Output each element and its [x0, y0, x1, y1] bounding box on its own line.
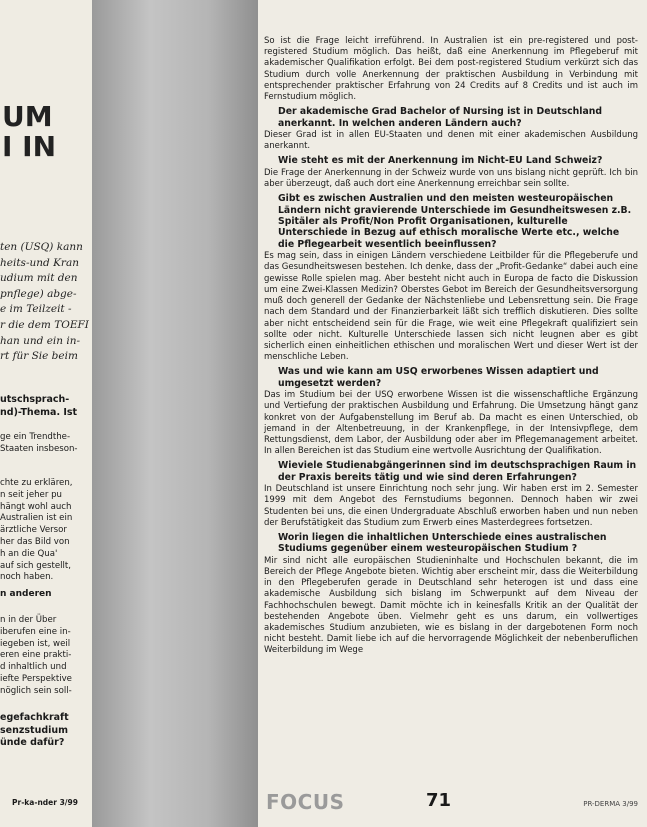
left-bold-line: utschsprach- — [0, 394, 70, 405]
question-heading: Gibt es zwischen Australien und den meisten westeuropäischen Ländern nicht gravierende Unterschiede im Gesundheitswesen z.B. Spitäler als Profit/Non Profit Organisationen, kulturelle Unterschiede in Bezug auf ethisch moralische Werte etc., welche die Pflegearbeit wesentlich beeinflussen? — [278, 193, 632, 250]
answer-paragraph: In Deutschland ist unsere Einrichtung noch sehr jung. Wir haben erst im 2. Semester 1999 mit dem Angebot des Fernstudiums begonnen. Dennoch haben wir zwei Studenten bei uns, die einen Undergraduate Abschluß erworben haben und nun neben der Berufstätigkeit das Studium zum Erwerb eines Masterdegrees fortsetzen. — [264, 484, 638, 528]
left-italic-block — [0, 240, 92, 365]
left-text-line: iberufen eine in- — [0, 626, 71, 637]
page-footer — [264, 790, 642, 822]
left-text-line: hängt wohl auch — [0, 501, 72, 512]
page-number: 71 — [426, 790, 452, 811]
left-bold-block-2 — [0, 712, 92, 750]
left-bold-line: senzstudium — [0, 724, 69, 736]
left-italic-line: pnflege) abge- — [0, 287, 77, 300]
left-text-line: noch haben. — [0, 572, 54, 583]
left-text-line: her das Bild von — [0, 536, 70, 547]
left-text-line: Staaten insbeson- — [0, 443, 78, 454]
left-italic-line: r die dem TOEFI — [0, 318, 89, 331]
left-bold-block-1 — [0, 394, 92, 419]
left-text-line: h an die Qua' — [0, 548, 58, 559]
left-text-line: ärztliche Versor — [0, 525, 67, 536]
left-text-line: iefte Perspektive — [0, 673, 72, 684]
left-text-line: ge ein Trendthe- — [0, 432, 71, 442]
left-text-line: Australien ist ein — [0, 513, 73, 524]
left-text-line: eren eine prakti- — [0, 650, 72, 661]
left-text-line: iegeben ist, weil — [0, 638, 71, 649]
left-text-line: auf sich gestellt, — [0, 560, 71, 571]
left-text-line: chte zu erklären, — [0, 478, 73, 488]
left-text-block-4 — [0, 615, 92, 698]
answer-paragraph: Die Frage der Anerkennung in der Schweiz wurde von uns bislang nicht geprüft. Ich bin aber überzeugt, daß auch dort eine Anerkennung erreichbar sein sollte. — [264, 167, 638, 190]
left-italic-line: e im Teilzeit - — [0, 303, 72, 316]
facing-page-left — [0, 0, 92, 827]
left-text-line: nöglich sein soll- — [0, 685, 72, 696]
question-heading: Worin liegen die inhaltlichen Unterschiede eines australischen Studiums gegenüber einem westeuropäischen Studium ? — [278, 531, 607, 555]
left-italic-line: ten (USQ) kann — [0, 241, 83, 253]
scan-gutter-shadow — [92, 0, 258, 827]
left-text-line: n in der Über — [0, 615, 57, 625]
left-bold-line: ünde dafür? — [0, 737, 65, 748]
left-heading-line-1: UM — [2, 100, 53, 133]
left-italic-line: udium mit den — [0, 272, 78, 285]
left-heading-line-2: I IN — [2, 130, 57, 163]
answer-paragraph: So ist die Frage leicht irreführend. In Australien ist ein pre-registered und post-registered Studium möglich. Das heißt, daß eine Anerkennung im Pflegeberuf mit akademischer Qualifikation erfolgt. Bei dem post-registered Studium verkürzt sich das Studium durch volle Anerkennung der praktischen Ausbildung in Verbindung mit entsprechender praktischer Erfahrung von 24 Credits auf 8 Credits und ist auch im Fernstudium möglich. — [264, 36, 638, 103]
answer-paragraph: Dieser Grad ist in allen EU-Staaten und denen mit einer akademischen Ausbildung anerkannt. — [264, 130, 638, 152]
answer-paragraph: Es mag sein, dass in einigen Ländern verschiedene Leitbilder für die Pflegeberufe und das Gesundheitswesen bestehen. Ich denke, dass der „Profit-Gedanke“ dabei auch eine gewisse Rolle spielen mag. Aber besteht nicht auch in Europa de facto die Diskussion um eine Zwei-Klassen Medizin? Oberstes Gebot im Bereich der Gesundheitsversorgung muß doch generell der Gedanke der Nächstenliebe und Lebensrettung sein. Die Frage nach dem Standard und der Finanzierbarkeit läßt sich trefflich diskutieren. Dies sollte aber nicht entscheidend sein für die Frage, wie weit eine Pflegekraft qualifiziert sein sollte oder nicht. Kulturelle Unterschiede lassen sich nicht leugnen aber es gibt sicherlich einen einheitlichen ethischen und moralischen Wert und dieser Wert ist der menschliche Leben. — [264, 251, 638, 363]
left-italic-line: rt für Sie beim — [0, 350, 78, 363]
article-body — [264, 36, 638, 659]
question-heading: Wie steht es mit der Anerkennung im Nicht-EU Land Schweiz? — [278, 155, 603, 167]
answer-paragraph: Mir sind nicht alle europäischen Studieninhalte und Hochschulen bekannt, die im Bereich der Pflege Angebote bieten. Wichtig aber erscheint mir, dass die Weiterbildung in den Pflegeberufen gerade in Deutschland sehr heterogen ist und dass eine akademische Ausbildung sich bislang im Schwerpunkt auf dem Niveau der Fachhochschulen bewegt. Damit möchte ich in keinesfalls Kritik an der Qualität der bestehenden Angebote üben. Vielmehr geht es uns darum, ein vollwertiges akademisches Studium anzubieten, wie es bislang in der dargebotenen Form noch nicht besteht. Damit liebe ich auf die hervorragende Möglichkeit der nebenberuflichen Weiterbildung im Wege — [264, 555, 638, 656]
magazine-logo: FOCUS — [266, 790, 345, 814]
left-bold-line: nd)-Thema. Ist — [0, 406, 78, 418]
left-text-block-1 — [0, 432, 92, 456]
left-text-line: d inhaltlich und — [0, 662, 67, 673]
left-page-footer: Pr-ka-nder 3/99 — [12, 798, 78, 807]
left-bold-line: egefachkraft — [0, 712, 69, 723]
left-italic-line: heits-und Kran — [0, 256, 79, 269]
question-heading: Was und wie kann am USQ erworbenes Wissen adaptiert und umgesetzt werden? — [278, 366, 599, 389]
issue-label: PR-DERMA 3/99 — [583, 800, 638, 808]
article-page — [258, 0, 647, 827]
left-italic-line: han und ein in- — [0, 334, 81, 347]
answer-paragraph: Das im Studium bei der USQ erworbene Wissen ist die wissenschaftliche Ergänzung und Vertiefung der praktischen Ausbildung und Erfahrung. Die Umsetzung hängt ganz konkret von der Aufgabenstellung im Beruf ab. Da macht es einen Unterschied, ob jemand in der Altenbetreuung, in der Krankenpflege, in der Intensivpflege, dem Rettungsdienst, dem Labor, der Ausbildung oder aber im Pflegemanagement arbeitet. In allen Bereichen ist das Studium eine wertvolle Ausrichtung der Qualifikation. — [264, 390, 638, 457]
left-text-line: n seit jeher pu — [0, 489, 63, 500]
question-heading: Wieviele Studienabgängerinnen sind im deutschsprachigen Raum in der Praxis bereits tätig und wie sind deren Erfahrungen? — [278, 460, 637, 483]
left-text-block-2 — [0, 478, 92, 584]
left-subheading: n anderen — [0, 589, 52, 599]
question-heading: Der akademische Grad Bachelor of Nursing ist in Deutschland anerkannt. In welchen anderen Ländern auch? — [278, 106, 602, 129]
